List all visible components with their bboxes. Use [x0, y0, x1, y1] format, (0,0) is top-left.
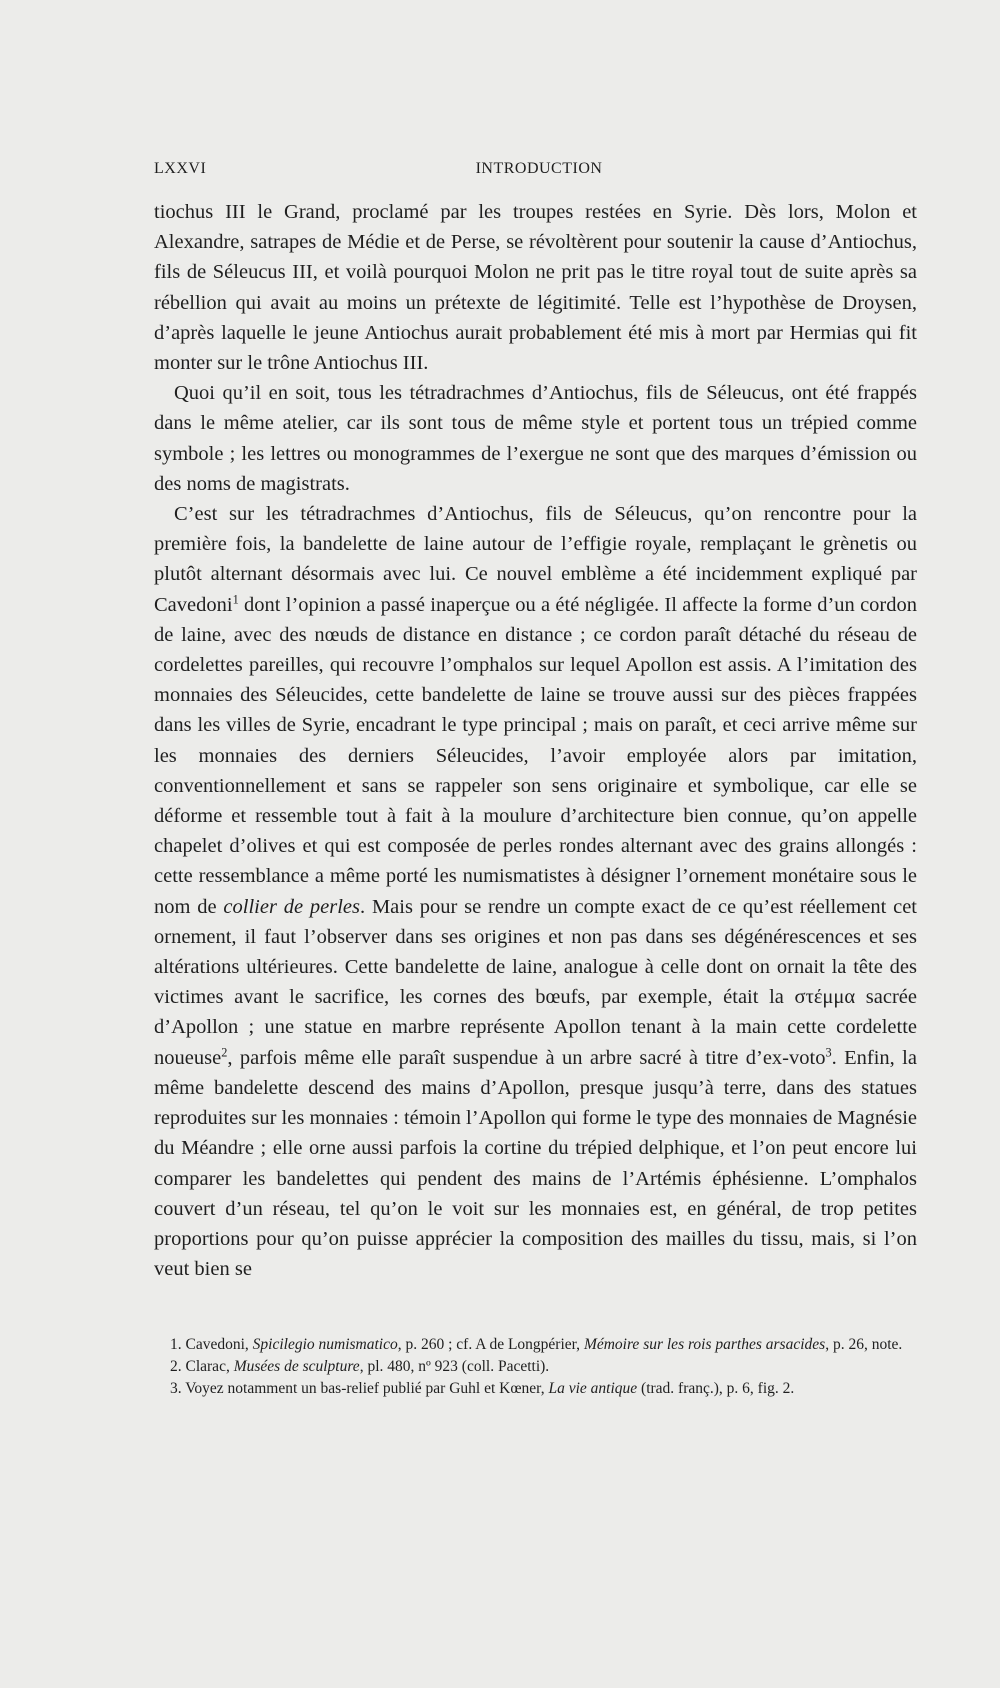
text-run: sacrée d’Apollon ; une statue en marbre représente Apollon tenant à la main cette cordelette noueuse — [154, 986, 917, 1069]
note-text: Clarac, — [181, 1358, 234, 1375]
footnote-3 — [154, 1378, 917, 1400]
paragraph-3 — [154, 499, 917, 1284]
text-run: . Enfin, la même bandelette descend des mains d’Apollon, presque jusqu’à terre, dans des statues reproduites sur les monnaies : témoin l’Apollon qui forme le type des monnaies de Magnésie du Méandre ; elle orne aussi parfois la cortine du trépied delphique, et l’on peut encore lui comparer les bandelettes qui pendent des mains de l’Artémis éphésienne. L’omphalos couvert d’un réseau, tel qu’on le voit sur les monnaies est, en général, de trop petites proportions pour qu’on puisse apprécier la composition des mailles du tissu, mais, si l’on veut bien se — [154, 1046, 917, 1281]
running-head — [154, 160, 924, 184]
greek-word: στέμμα — [794, 986, 856, 1009]
page-number: LXXVI — [154, 160, 207, 177]
running-title: INTRODUCTION — [475, 160, 603, 177]
paragraph-1: tiochus III le Grand, proclamé par les troupes restées en Syrie. Dès lors, Molon et Alexandre, satrapes de Médie et de Perse, se révoltèrent pour soutenir la cause d’Antiochus, fils de Séleucus III, et voilà pourquoi Molon ne prit pas le titre royal tout de suite après sa rébellion qui avait au moins un prétexte de légitimité. Telle est l’hypothèse de Droysen, d’après laquelle le jeune Antiochus aurait probablement été mis à mort par Hermias qui fit monter sur le trône Antiochus III. — [154, 201, 917, 375]
note-text: , pl. 480, nº 923 (coll. Pacetti). — [359, 1358, 550, 1375]
note-text: , p. 26, note. — [825, 1336, 903, 1353]
note-title: Musées de sculpture — [233, 1358, 360, 1375]
footnote-number: 3. — [170, 1380, 182, 1397]
footnotes — [154, 1334, 917, 1400]
note-text: (trad. franç.), p. 6, fig. 2. — [637, 1380, 795, 1397]
text-run: C’est sur les tétradrachmes d’Antiochus, fils de Séleucus, qu’on rencontre pour la première fois, la bandelette de laine autour de l’effigie royale, remplaçant le grènetis ou plutôt alternant désormais avec lui. Ce nouvel emblème a été incidemment expliqué par Cavedoni — [154, 503, 917, 616]
note-title: La vie antique — [548, 1380, 638, 1397]
footnote-ref-1: 1 — [232, 592, 239, 607]
text-run: , parfois même elle paraît suspendue à un arbre sacré à titre d’ex-voto — [227, 1046, 826, 1069]
note-text: , p. 260 ; cf. A de Longpérier, — [397, 1336, 584, 1353]
footnote-number: 1. — [170, 1336, 182, 1353]
italic-term: collier de perles — [223, 895, 361, 918]
footnote-1 — [154, 1334, 917, 1356]
text-run: dont l’opinion a passé inaperçue ou a été négligée. Il affecte la forme d’un cordon de laine, avec des nœuds de distance en distance ; ce cordon paraît détaché du réseau de cordelettes pareilles, qui recouvre l’omphalos sur lequel Apollon est assis. A l’imitation des monnaies des Séleucides, cette bandelette de laine se trouve aussi sur des pièces frappées dans les villes de Syrie, encadrant le type principal ; mais on paraît, et ceci arrive même sur les monnaies des derniers Séleucides, l’avoir employée alors par imitation, conventionnellement et sans se rappeler son sens originaire et symbolique, car elle se déforme et ressemble tout à fait à la moulure d’architecture bien connue, qu’on appelle chapelet d’olives et qui est composée de perles rondes alternant avec des grains allongés : cette ressemblance a même porté les numismatistes à désigner l’ornement monétaire sous le nom de — [154, 593, 917, 918]
paragraph-2: Quoi qu’il en soit, tous les tétradrachmes d’Antiochus, fils de Séleucus, ont été frappés dans le même atelier, car ils sont tous de même style et portent tous un trépied comme symbole ; les lettres ou monogrammes de l’exergue ne sont que des marques d’émission ou des noms de magistrats. — [154, 382, 917, 495]
text-run: . Mais pour se rendre un compte exact de ce qu’est réellement cet ornement, il faut l’observer dans ses origines et non pas dans ses dégénérescences et ses altérations ultérieures. Cette bandelette de laine, analogue à celle dont on ornait la tête des victimes avant le sacrifice, les cornes des bœufs, par exemple, était la — [154, 895, 917, 1009]
body-text — [154, 197, 917, 1284]
note-title: Mémoire sur les rois parthes arsacides — [583, 1336, 826, 1353]
footnote-ref-3: 3 — [825, 1045, 832, 1060]
footnote-ref-2: 2 — [221, 1045, 228, 1060]
footnote-2 — [154, 1356, 917, 1378]
footnote-number: 2. — [170, 1358, 182, 1375]
note-text: Voyez notamment un bas-relief publié par Guhl et Kœner, — [181, 1380, 549, 1397]
note-text: Cavedoni, — [181, 1336, 253, 1353]
note-title: Spicilegio numismatico — [252, 1336, 398, 1353]
